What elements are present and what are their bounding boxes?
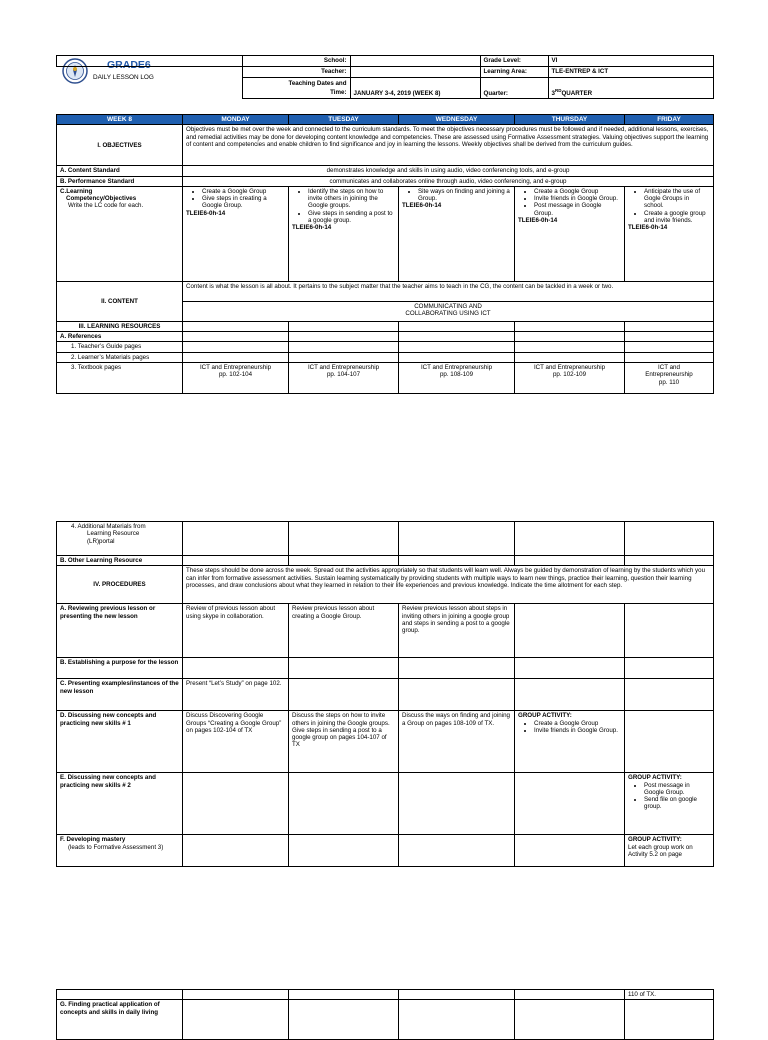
procedure-f-friday: GROUP ACTIVITY: Let each group work on Activity 5.2 on page bbox=[625, 835, 714, 867]
lesson-table-bottom bbox=[56, 989, 714, 1040]
lesson-table-top bbox=[56, 114, 714, 394]
procedure-a-wednesday: Review previous lesson about steps in inviting others in joining a google group and steps in sending a post to a google group. bbox=[399, 604, 515, 658]
performance-standard-text: communicates and collaborates online through audio, video conferencing, and e-group bbox=[183, 176, 714, 186]
textbook-monday: ICT and Entrepreneurship pp. 102-104 bbox=[183, 363, 289, 394]
objectives-label: I. OBJECTIVES bbox=[57, 125, 183, 166]
references-label: A. References bbox=[57, 332, 183, 342]
textbook-tuesday: ICT and Entrepreneurship pp. 104-107 bbox=[289, 363, 399, 394]
quarter-label: Quarter: bbox=[480, 78, 548, 99]
learners-materials-label: 2. Learner’s Materials pages bbox=[57, 352, 183, 362]
procedure-f-label: F. Developing mastery (leads to Formative Assessment 3) bbox=[57, 835, 183, 867]
dates-value[interactable]: JANUARY 3-4, 2019 (WEEK 8) bbox=[350, 78, 480, 99]
content-standard-text: demonstrates knowledge and skills in using audio, video conferencing tools, and e-group bbox=[183, 166, 714, 176]
performance-standard-label: B. Performance Standard bbox=[57, 176, 183, 186]
competency-thursday: • Create a Google Group • Invite friends in Google Group. • Post message in Google Group. TLEIE6-0h-14 bbox=[515, 186, 625, 281]
other-resource-label: B. Other Learning Resource bbox=[57, 556, 183, 566]
procedure-b-label: B. Establishing a purpose for the lesson bbox=[57, 658, 183, 679]
competency-wednesday: • Site ways on finding and joining a Group. TLEIE6-0h-14 bbox=[399, 186, 515, 281]
resources-label: III. LEARNING RESOURCES bbox=[57, 321, 183, 331]
learning-area-label: Learning Area: bbox=[480, 67, 548, 78]
grade-title: GRADE6 bbox=[107, 59, 151, 71]
procedure-d-wednesday: Discuss the ways on finding and joining a Group on pages 108-109 of TX. bbox=[399, 711, 515, 773]
procedure-g-label: G. Finding practical application of concepts and skills in daily living bbox=[57, 1000, 183, 1040]
teacher-value[interactable] bbox=[350, 67, 480, 78]
content-label: II. CONTENT bbox=[57, 281, 183, 321]
objectives-text: Objectives must be met over the week and connected to the curriculum standards. To meet the objectives necessary procedures must be followed and if needed, additional lessons, exercises, and remedial activities may be done for developing content knowledge and competencies. These are assessed using Formative Assessment strategies. Valuing objectives support the learning of content and competencies and enable children to find significance and joy in learning the lessons. Weekly objectives shall be derived from the curriculum guides. bbox=[183, 125, 714, 166]
header-info-table bbox=[56, 55, 714, 99]
week-header: WEEK 8 bbox=[57, 115, 183, 125]
procedure-a-label: A. Reviewing previous lesson or presenting the new lesson bbox=[57, 604, 183, 658]
procedure-d-thursday: GROUP ACTIVITY: • Create a Google Group • Invite friends in Google Group. bbox=[515, 711, 625, 773]
textbook-friday: ICT and Entrepreneurship pp. 110 bbox=[625, 363, 714, 394]
textbook-thursday: ICT and Entrepreneurship pp. 102-109 bbox=[515, 363, 625, 394]
log-title: DAILY LESSON LOG bbox=[93, 74, 154, 81]
school-value[interactable] bbox=[350, 56, 480, 67]
content-topic: COMMUNICATING AND COLLABORATING USING ICT bbox=[183, 301, 714, 321]
competency-label: C.Learning Competency/Objectives Write the LC code for each. bbox=[57, 186, 183, 281]
competency-monday: • Create a Google Group • Give steps in creating a Google Group. TLEIE6-0h-14 bbox=[183, 186, 289, 281]
procedure-c-label: C. Presenting examples/instances of the new lesson bbox=[57, 679, 183, 711]
dates-label: Teaching Dates and Time: bbox=[242, 78, 350, 99]
procedure-a-monday: Review of previous lesson about using skype in collaboration. bbox=[183, 604, 289, 658]
grade-level-value[interactable]: VI bbox=[548, 56, 713, 67]
wednesday-header: WEDNESDAY bbox=[399, 115, 515, 125]
procedures-label: IV. PROCEDURES bbox=[57, 566, 183, 604]
textbook-wednesday: ICT and Entrepreneurship pp. 108-109 bbox=[399, 363, 515, 394]
friday-header: FRIDAY bbox=[625, 115, 714, 125]
learning-area-value[interactable]: TLE-ENTREP & ICT bbox=[548, 67, 713, 78]
grade-level-label: Grade Level: bbox=[480, 56, 548, 67]
textbook-label: 3. Textbook pages bbox=[57, 363, 183, 394]
procedure-d-tuesday: Discuss the steps on how to invite others in joining the Google groups. Give steps in sending a post to a google group on pages 104-107 of TX bbox=[289, 711, 399, 773]
lesson-table-middle bbox=[56, 521, 714, 867]
procedures-text: These steps should be done across the week. Spread out the activities appropriately so that students will learn well. Always be guided by demonstration of learning by the students which you can infer from formative assessment activities. Sustain learning systematically by providing students with multiple ways to learn new things, practice their learning, question their learning processes, and draw conclusions about what they learned in relation to their life experiences and previous knowledge. Indicate the time allotment for each step. bbox=[183, 566, 714, 604]
content-text: Content is what the lesson is all about. It pertains to the subject matter that the teacher aims to teach in the CG, the content can be tackled in a week or two. bbox=[183, 281, 714, 301]
content-standard-label: A. Content Standard bbox=[57, 166, 183, 176]
procedure-d-label: D. Discussing new concepts and practicing new skills # 1 bbox=[57, 711, 183, 773]
school-label: School: bbox=[242, 56, 350, 67]
additional-materials-label: 4. Additional Materials from Learning Resource (LR)portal bbox=[57, 522, 183, 556]
monday-header: MONDAY bbox=[183, 115, 289, 125]
tuesday-header: TUESDAY bbox=[289, 115, 399, 125]
quarter-value[interactable]: 3RDQUARTER bbox=[548, 78, 713, 99]
procedure-e-friday: GROUP ACTIVITY: • Post message in Google Group. • Send file on google group. bbox=[625, 773, 714, 835]
teachers-guide-label: 1. Teacher’s Guide pages bbox=[57, 342, 183, 352]
thursday-header: THURSDAY bbox=[515, 115, 625, 125]
procedure-a-tuesday: Review previous lesson about creating a Google Group. bbox=[289, 604, 399, 658]
competency-tuesday: • Identify the steps on how to invite others in joining the Google groups. • Give steps in sending a post to a google group. TLEIE6-0h-14 bbox=[289, 186, 399, 281]
procedure-c-monday: Present “Let’s Study” on page 102. bbox=[183, 679, 289, 711]
procedure-d-monday: Discuss Discovering Google Groups “Creating a Google Group” on pages 102-104 of TX bbox=[183, 711, 289, 773]
competency-friday: • Anticipate the use of Gogle Groups in school. • Create a google group and invite friends. TLEIE6-0h-14 bbox=[625, 186, 714, 281]
procedure-f-friday-continued: 110 of TX. bbox=[625, 990, 714, 1000]
teacher-label: Teacher: bbox=[242, 67, 350, 78]
procedure-e-label: E. Discussing new concepts and practicing new skills # 2 bbox=[57, 773, 183, 835]
